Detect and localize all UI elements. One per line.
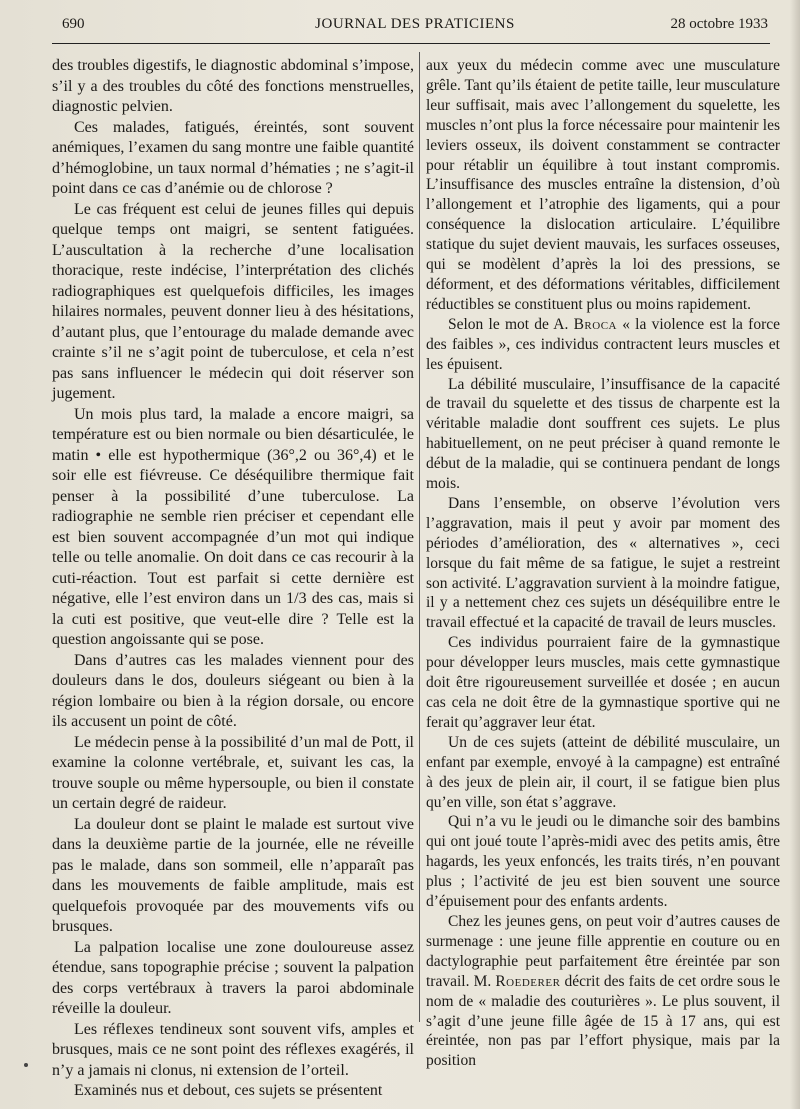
- paragraph: Dans d’autres cas les malades viennent pour des douleurs dans le dos, douleurs siégeant ou bien à la région lombaire ou bien à la région dorsale, ou encore ils accusent un point de côté.: [52, 651, 414, 730]
- paragraph: Ces individus pourraient faire de la gymnastique pour développer leurs muscles, mais cette gymnastique doit être rigoureusement surveillée et dosée ; en aucun cas cela ne doit être de la gymnastique sportive qui ne ferait qu’aggraver leur état.: [426, 634, 780, 731]
- right-column: [426, 56, 780, 1071]
- header-rule: [52, 43, 770, 44]
- paragraph: Qui n’a vu le jeudi ou le dimanche soir des bambins qui ont joué toute l’après-midi avec des petits amis, être hagards, les yeux enfoncés, les traits tirés, n’en pouvant plus ; l’activité de jeu est bien souvent une source d’épuisement pour des enfants ardents.: [426, 813, 780, 911]
- paragraph: Les réflexes tendineux sont souvent vifs, amples et brusques, mais ce ne sont point des réflexes exagérés, il n’y a jamais ni clonus, ni extension de l’orteil.: [52, 1020, 414, 1079]
- page-edge-shadow: [790, 0, 800, 1109]
- paragraph-broca: [426, 315, 780, 375]
- text-run: Selon le mot de A.: [448, 315, 574, 333]
- paragraph: Dans l’ensemble, on observe l’évolution vers l’aggravation, mais il peut y avoir par moment des périodes d’amélioration, des « alternatives », ceci lorsque du fait même de sa fatigue, le sujet a restreint son activité. L’aggravation survient à la moindre fatigue, il y a nettement chez ces sujets un déséquilibre entre le travail effectué et la capacité de travail de leurs muscles.: [426, 494, 780, 632]
- paragraph: Le médecin pense à la possibilité d’un mal de Pott, il examine la colonne vertébrale, et, suivant les cas, la trouve souple ou même hypersouple, ou bien il constate un certain degré de raideur.: [52, 733, 414, 812]
- paragraph: La douleur dont se plaint le malade est surtout vive dans la deuxième partie de la journée, elle ne réveille pas le malade, dans son sommeil, elle n’apparaît pas dans les mouvements de faible amplitude, mais est quelquefois provoquée par des mouvements vifs ou brusques.: [52, 815, 414, 935]
- paragraph: Examinés nus et debout, ces sujets se présentent: [74, 1082, 383, 1099]
- paragraph: Un de ces sujets (atteint de débilité musculaire, un enfant par exemple, envoyé à la campagne) est entraîné à des jeux de plein air, il court, il se fatigue bien plus qu’en ville, son état s’aggrave.: [426, 733, 780, 811]
- author-name: Broca: [573, 315, 617, 333]
- left-column: [52, 56, 414, 1102]
- page-header: [62, 16, 768, 40]
- ink-speck: [24, 1063, 28, 1067]
- paragraph: Le cas fréquent est celui de jeunes filles qui depuis quelque temps ont maigri, se sentent fatiguées. L’auscultation à la recherche d’une localisation thoracique, reste indécise, l’interprétation des clichés radiographiques est quelquefois difficiles, les images hilaires normales, peuvent donner lieu à des hésitations, d’autant plus, que l’entourage du malade demande avec crainte s’il ne s’agit point de tuberculose, et cela n’est pas sans influencer le médecin qui doit réserver son jugement.: [52, 200, 414, 402]
- paragraph: Ces malades, fatigués, éreintés, sont souvent anémiques, l’examen du sang montre une faible quantité d’hémoglobine, un taux normal d’hématies ; ne s’agit-il point dans ce cas d’anémie ou de chlorose ?: [52, 118, 414, 197]
- paragraph: des troubles digestifs, le diagnostic abdominal s’impose, s’il y a des troubles du côté des fonctions menstruelles, diagnostic pelvien.: [52, 57, 414, 115]
- issue-date: 28 octobre 1933: [670, 16, 768, 32]
- paragraph: La débilité musculaire, l’insuffisance de la capacité de travail du squelette et des tissus de charpente est la véritable maladie dont souffrent ces sujets. Le plus habituellement, on ne peut préciser à quand remonte le début de la maladie, qui se continuera pendant de longs mois.: [426, 375, 780, 493]
- page-number: 690: [62, 16, 85, 32]
- paragraph: Un mois plus tard, la malade a encore maigri, sa température est ou bien normale ou bien désarticulée, le matin • elle est hypothermique (36°,2 ou 36°,4) et le soir elle est fiévreuse. Ce déséquilibre thermique fait penser à la possibilité d’une tuberculose. La radiographie ne semble rien préciser et cependant elle est bien souvent accompagnée d’un mot qui indique telle ou telle anomalie. On doit dans ce cas recourir à la cuti-réaction. Tout est parfait si cette dernière est négative, elle l’est environ dans un 1/3 des cas, mais si la cuti est positive, que veut-elle dire ? Telle est la question angoissante qui se pose.: [52, 405, 414, 648]
- paragraph-roederer: [426, 912, 780, 1071]
- text-run: Chez les jeunes gens, on peut voir d’autres causes de surmenage : une jeune fille apprentie en couture ou en dactylographie peut parfaitement être éreintée par son travail. M.: [426, 912, 780, 990]
- paragraph: La palpation localise une zone douloureuse assez étendue, sans topographie précise ; souvent la palpation des corps vertébraux à travers la paroi abdominale réveille la douleur.: [52, 938, 414, 1017]
- column-divider: [419, 52, 420, 1022]
- author-name: Roederer: [495, 972, 561, 990]
- paragraph: aux yeux du médecin comme avec une musculature grêle. Tant qu’ils étaient de petite taille, leur musculature leur suffisait, mais avec l’allongement du squelette, les muscles n’ont plus la force nécessaire pour maintenir les leviers osseux, ils doivent constamment se contracter pour rétablir un équilibre à tout instant compromis. L’insuffisance des muscles entraîne la distension, d’où l’allongement et l’atrophie des ligaments, qui a pour conséquence la dislocation articulaire. L’équilibre statique du sujet devient mauvais, les surfaces osseuses, qui se modèlent d’après la loi des pressions, se déforment, et des déformations véritables, difficilement réductibles se constituent plus ou moins rapidement.: [426, 57, 780, 313]
- text-run: décrit des faits de cet ordre sous le nom de « maladie des couturières ». Le plus souvent, il s’agit d’une jeune fille âgée de 15 à 17 ans, qui est éreintée, non pas par l’effort physique, mais par la position: [426, 972, 781, 1070]
- journal-title: JOURNAL DES PRATICIENS: [315, 16, 515, 32]
- text-run: « la violence est la force des faibles », ces individus contractent leurs muscles et les épuisent.: [426, 315, 780, 373]
